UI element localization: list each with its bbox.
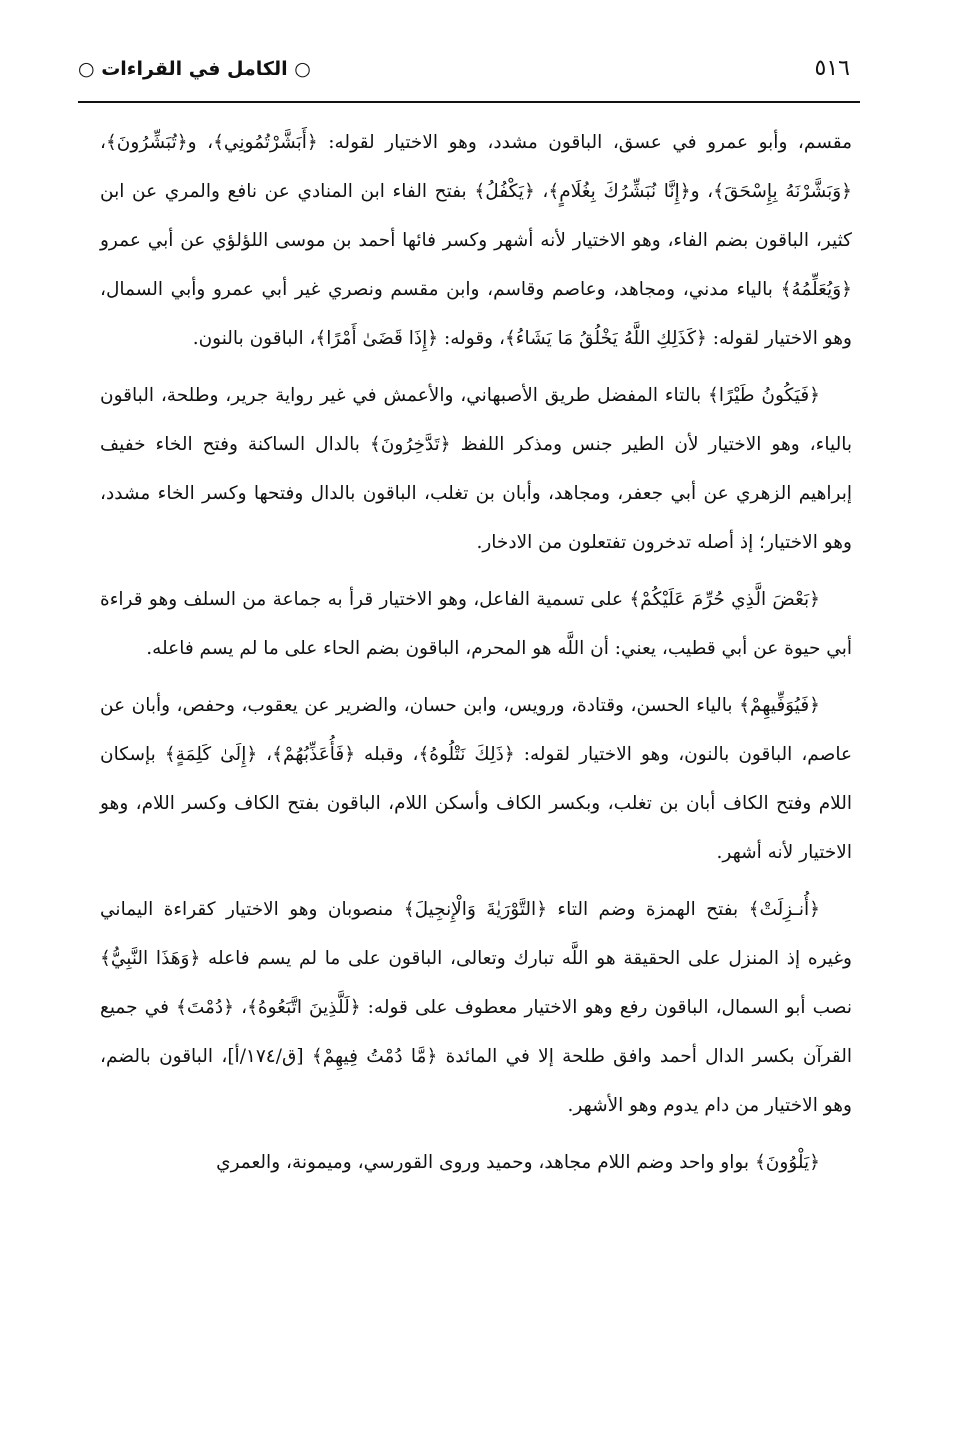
paragraph-4: ﴿فَيُوَفِّيهِمْ﴾ بالياء الحسن، وقتادة، ورويس، وابن حسان، والضرير عن يعقوب، وحفص، وأبان عن عاصم، الباقون بالنون، وهو الاختيار لقوله: ﴿ذَلِكَ نَتْلُوهُ﴾، وقبله ﴿فَأُعَذِّبُهُمْ﴾، ﴿إِلَىٰ كَلِمَةٍ﴾ بإسكان اللام وفتح الكاف أبان بن تغلب، وبكسر الكاف وأسكن اللام، الباقون بفتح الكاف وكسر اللام، وهو الاختيار لأنه أشهر.: [100, 695, 852, 863]
page-number: ٥١٦: [814, 56, 850, 81]
paragraph-2: ﴿فَيَكُونُ طَيْرًا﴾ بالتاء المفضل طريق الأصبهاني، والأعمش في غير رواية جرير، وطلحة، الباقون بالياء، وهو الاختيار لأن الطير جنس ومذكر اللفظ ﴿تَدَّخِرُونَ﴾ بالدال الساكنة وفتح الخاء خفيف إبراهيم الزهري عن أبي جعفر، ومجاهد، وأبان بن تغلب، الباقون بالدال وفتحها وكسر الخاء مشدد، وهو الاختيار؛ إذ أصله تدخرون تفتعلون من الادخار.: [100, 385, 852, 553]
paragraph-5: ﴿أُنـزِلَتْ﴾ بفتح الهمزة وضم التاء ﴿التَّوْرَيٰةَ وَالْإِنجِيلَ﴾ منصوبان وهو الاختيار كقراءة اليماني وغيره إذ المنزل على الحقيقة هو اللَّه تبارك وتعالى، الباقون على ما لم يسم فاعله ﴿وَهَذَا النَّبِيُّ﴾ نصب أبو السمال، الباقون رفع وهو الاختيار معطوف على قوله: ﴿لَلَّذِينَ اتَّبَعُوهُ﴾، ﴿دُمْتَ﴾ في جميع القرآن بكسر الدال أحمد وافق طلحة إلا في المائدة ﴿مَّا دُمْتُ فِيهِمْ﴾ [ق/١٧٤/أ]، الباقون بالضم، وهو الاختيار من دام يدوم وهو الأشهر.: [100, 899, 852, 1116]
header-divider: [78, 101, 860, 103]
running-title: ○ الكامل في القراءات ○: [78, 58, 311, 80]
paragraph-6: ﴿يَلْوُونَ﴾ بواو واحد وضم اللام مجاهد، وحميد وروى القورسي، وميمونة، والعمري: [216, 1152, 820, 1173]
paragraph-1: مقسم، وأبو عمرو في عسق، الباقون مشدد، وهو الاختيار لقوله: ﴿أَبَشَّرْتُمُونِي﴾، و﴿تُبَشِّرُونَ﴾، ﴿وَبَشَّرْنَهُ بِإِسْحَقَ﴾، و﴿إِنَّا نُبَشِّرُكَ بِغُلَامٍ﴾، ﴿يَكْفُلُ﴾ بفتح الفاء ابن المنادي عن نافع والمري عن ابن كثير، الباقون بضم الفاء، وهو الاختيار لأنه أشهر وكسر فائها أحمد بن موسى اللؤلؤي عن أبي عمرو ﴿وَيُعَلِّمُهُ﴾ بالياء مدني، ومجاهد، وعاصم وقاسم، وابن مقسم ونصري غير أبي عمرو وأبي السمال، وهو الاختيار لقوله: ﴿كَذَلِكِ اللَّهُ يَخْلُقُ مَا يَشَاءُ﴾، وقوله: ﴿إِذَا قَضَىٰ أَمْرًا﴾، الباقون بالنون.: [100, 132, 852, 349]
paragraph-3: ﴿بَعْضَ الَّذِي حُرِّمَ عَلَيْكُمْ﴾ على تسمية الفاعل، وهو الاختيار قرأ به جماعة من السلف وهو قراءة أبي حيوة عن أبي قطيب، يعني: أن اللَّه هو المحرم، الباقون بضم الحاء على ما لم يسم فاعله.: [100, 589, 852, 659]
page-header: [78, 56, 850, 96]
main-text: [100, 118, 852, 1195]
